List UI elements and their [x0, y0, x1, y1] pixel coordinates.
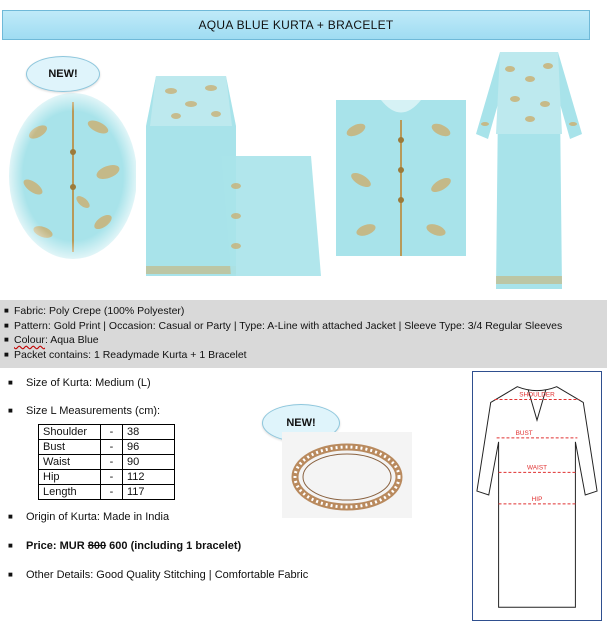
spec-item: [4, 304, 603, 319]
detail-item: [8, 404, 160, 418]
table-row: Hip - 112: [39, 470, 175, 485]
measurements-title: Size L Measurements (cm):: [26, 405, 161, 417]
table-row: Shoulder - 38: [39, 425, 175, 440]
size-chart-diagram: [472, 371, 602, 621]
detail-item: [8, 568, 308, 582]
origin-text: Origin of Kurta: Made in India: [26, 511, 170, 523]
hip-label: HIP: [531, 495, 543, 503]
spec-label: Colour: [14, 334, 45, 346]
bullet-icon: ■: [8, 406, 13, 415]
measurements-table: [38, 424, 175, 500]
full-dress-photo: [470, 44, 588, 294]
shoulder-label: SHOULDER: [519, 391, 555, 399]
spec-text: Fabric: Poly Crepe (100% Polyester): [14, 305, 185, 317]
size-text: Size of Kurta: Medium (L): [26, 377, 151, 389]
neckline-photo: [336, 100, 466, 256]
table-row: Waist - 90: [39, 455, 175, 470]
spec-item: [4, 319, 603, 334]
spec-item: [4, 348, 603, 363]
detail-item: [8, 539, 241, 553]
new-badge: NEW!: [262, 404, 340, 442]
bullet-icon: ■: [4, 320, 9, 330]
detail-item: [8, 376, 151, 390]
new-badge: NEW!: [26, 56, 100, 92]
bullet-icon: ■: [8, 378, 13, 387]
detail-item: [8, 510, 169, 524]
fabric-closeup-photo: [8, 92, 138, 260]
table-row: Length - 117: [39, 485, 175, 500]
spec-text: Packet contains: 1 Readymade Kurta + 1 Bracelet: [14, 348, 247, 361]
new-price: 600 (including 1 bracelet): [106, 540, 242, 552]
bullet-icon: ■: [4, 335, 9, 344]
table-row: Bust - 96: [39, 440, 175, 455]
other-details-text: Other Details: Good Quality Stitching | Comfortable Fabric: [26, 569, 309, 581]
spec-item: [4, 333, 603, 348]
old-price: 800: [87, 540, 107, 552]
bust-label: BUST: [515, 429, 533, 437]
bracelet-photo: [282, 432, 412, 518]
waist-label: WAIST: [527, 464, 547, 472]
bullet-icon: ■: [4, 306, 9, 315]
bullet-icon: ■: [8, 512, 13, 521]
specs-section: [0, 300, 607, 368]
spec-text: Pattern: Gold Print | Occasion: Casual or Party | Type: A-Line with attached Jacket | Sleeve Type: 3/4 Regular Sleeves: [14, 319, 563, 332]
spec-value: : Aqua Blue: [44, 334, 99, 346]
price-text: Price: MUR 800 600 (including 1 bracelet): [26, 540, 242, 552]
bullet-icon: ■: [4, 349, 9, 359]
bullet-icon: ■: [8, 570, 13, 579]
kurta-front-photo: [136, 66, 326, 284]
bullet-icon: ■: [8, 541, 13, 550]
page-title: AQUA BLUE KURTA + BRACELET: [2, 10, 590, 40]
